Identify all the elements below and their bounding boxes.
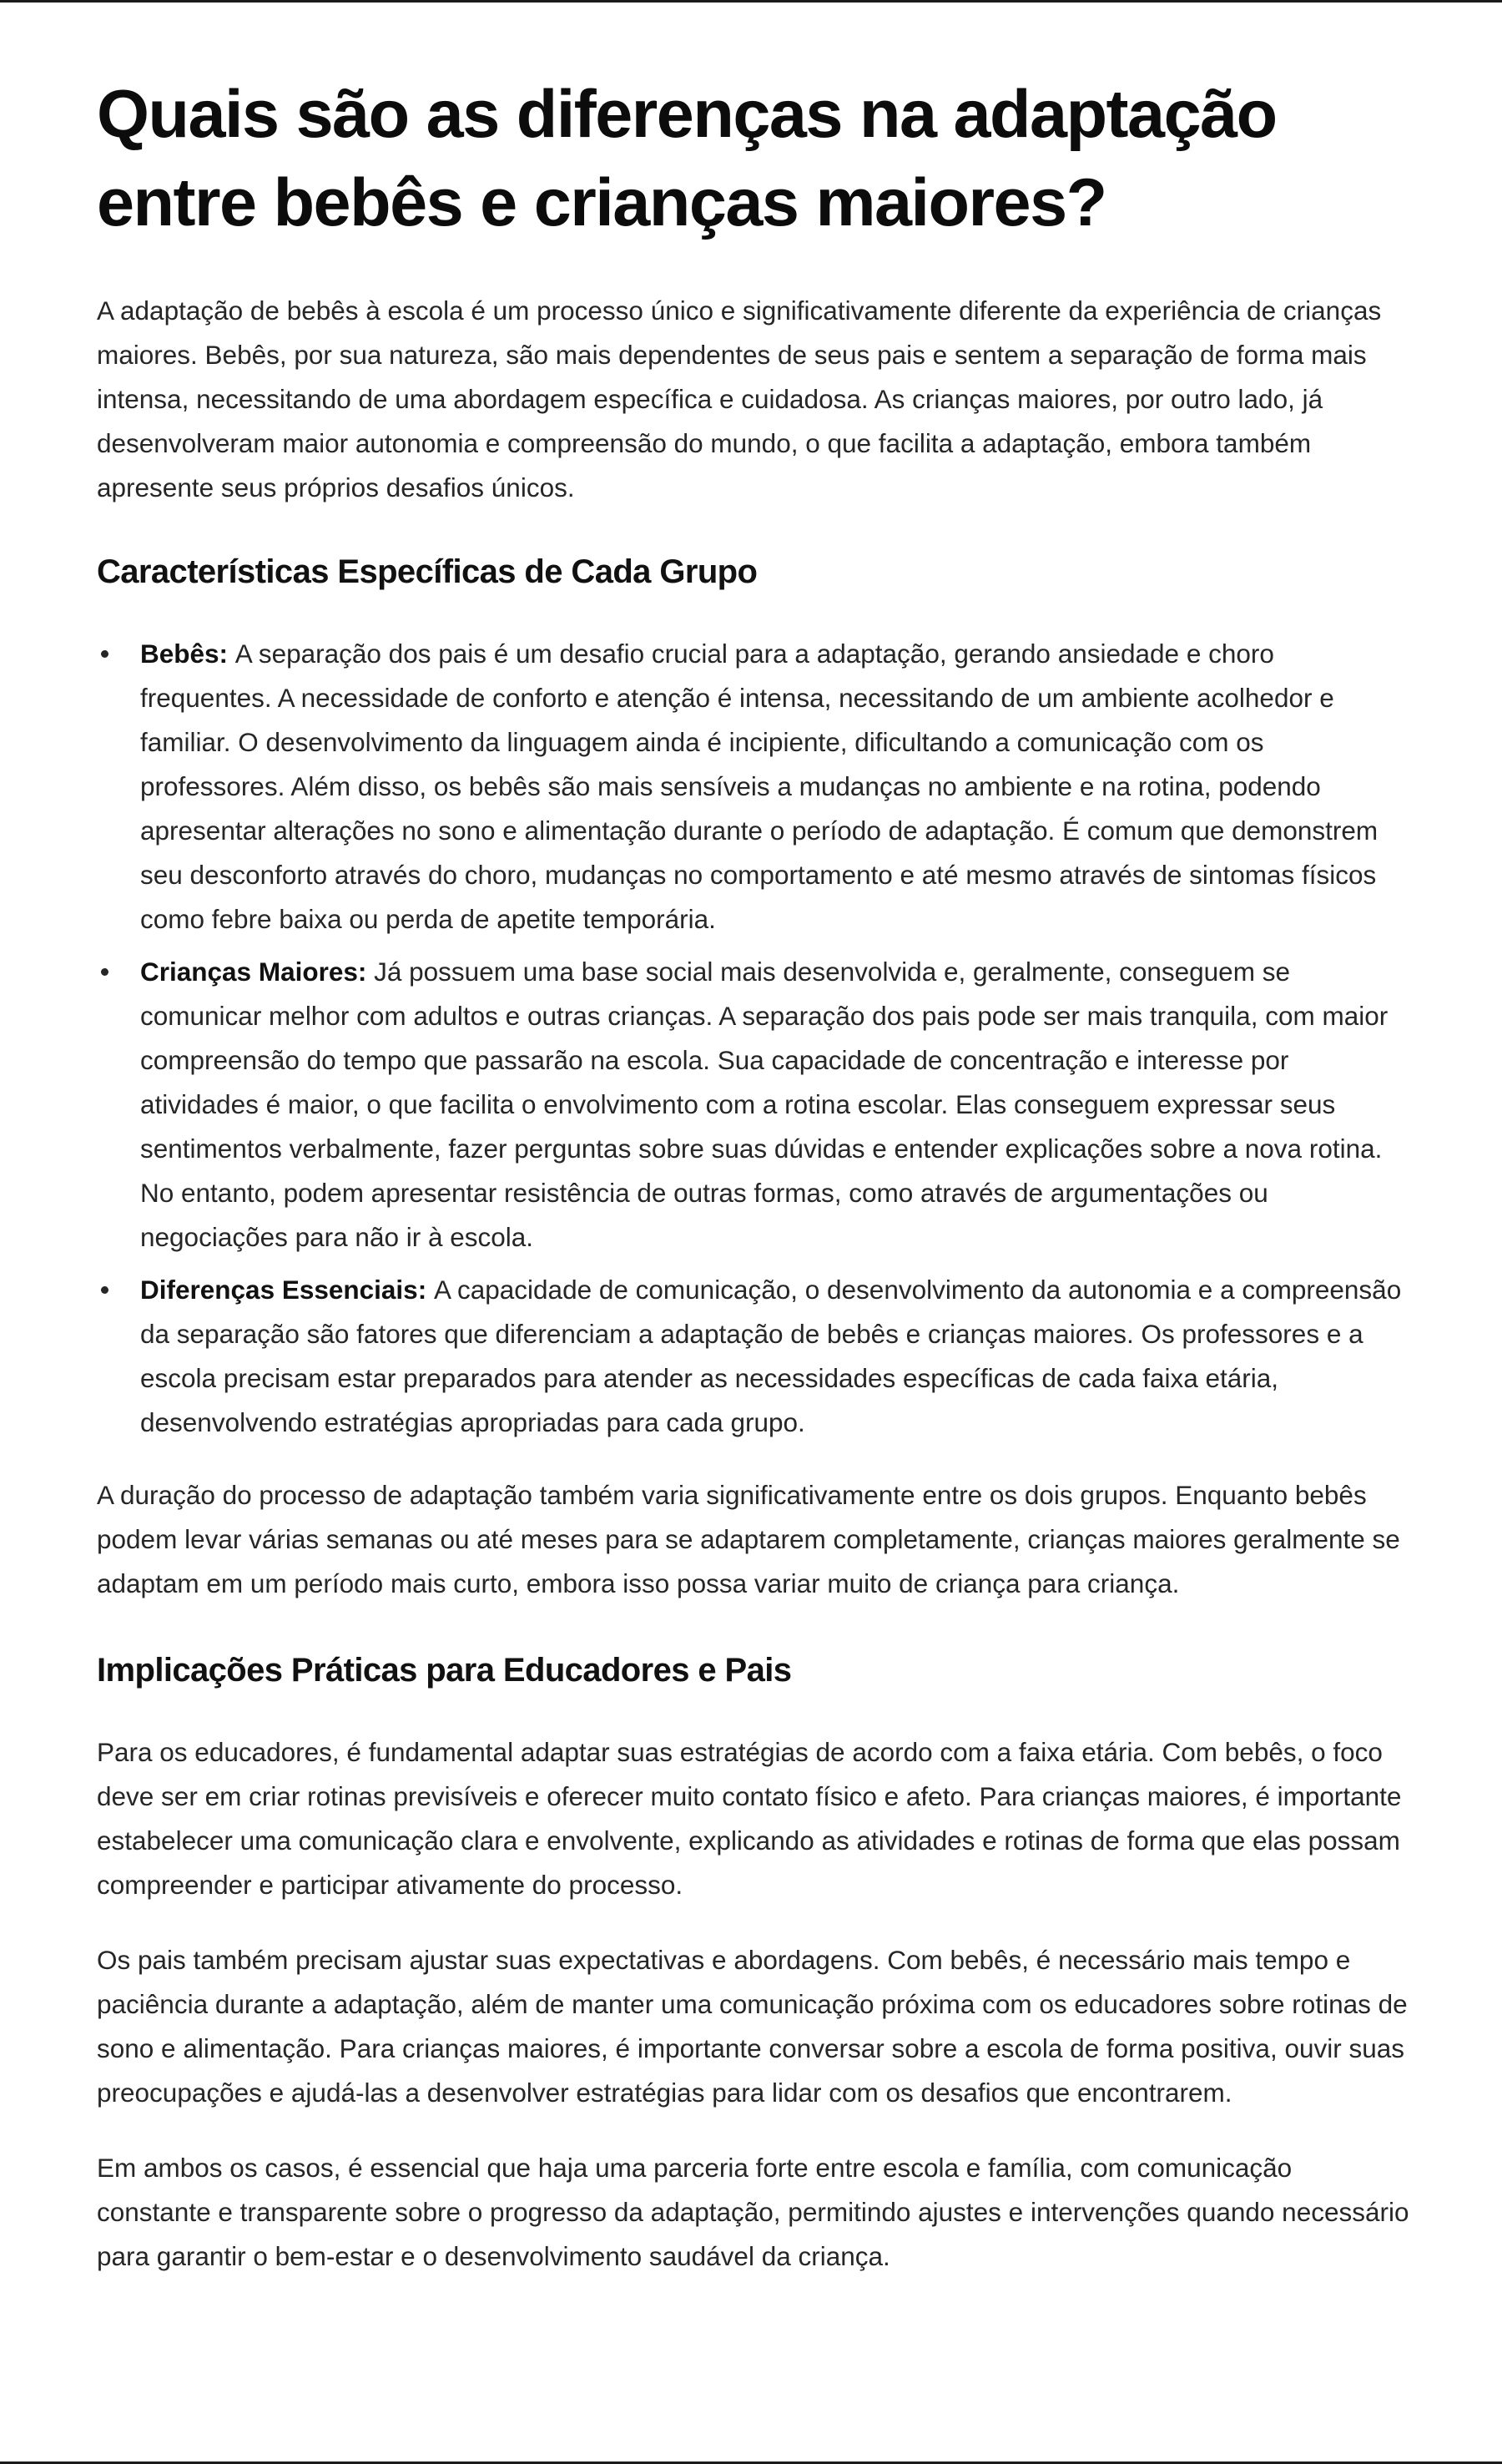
list-item-older-children [97,950,1410,1260]
article-title: Quais são as diferenças na adaptação entre bebês e crianças maiores? [97,77,1277,240]
list-item-text: Já possuem uma base social mais desenvolvida e, geralmente, conseguem se comunicar melhor com adultos e outras crianças. A separação dos pais pode ser mais tranquila, com maior compreensão do tempo que passarão na escola. Sua capacidade de concentração e interesse por atividades é maior, o que facilita o envolvimento com a rotina escolar. Elas conseguem expressar seus sentimentos verbalmente, fazer perguntas sobre suas dúvidas e entender explicações sobre a nova rotina. No entanto, podem apresentar resistência de outras formas, como através de argumentações ou negociações para não ir à escola. [140,957,1389,1252]
list-item-text: A separação dos pais é um desafio crucial para a adaptação, gerando ansiedade e choro frequentes. A necessidade de conforto e atenção é intensa, necessitando de um ambiente acolhedor e familiar. O desenvolvimento da linguagem ainda é incipiente, dificultando a comunicação com os professores. Além disso, os bebês são mais sensíveis a mudanças no ambiente e na rotina, podendo apresentar alterações no sono e alimentação durante o período de adaptação. É comum que demonstrem seu desconforto através do choro, mudanças no comportamento e até mesmo através de sintomas físicos como febre baixa ou perda de apetite temporária. [140,639,1379,934]
list-item-label: Bebês: [140,639,235,669]
educators-paragraph: Para os educadores, é fundamental adaptar suas estratégias de acordo com a faixa etária. Com bebês, o foco deve ser em criar rotinas previsíveis e oferecer muito contato físico e afeto. Para crianças maiores, é importante estabelecer uma comunicação clara e envolvente, explicando as atividades e rotinas de forma que elas possam compreender e participar ativamente do processo. [97,1737,1402,1900]
article [97,70,1410,2279]
characteristics-list [97,632,1410,1445]
section-heading-implications: Implicações Práticas para Educadores e Pais [97,1652,792,1689]
parents-paragraph: Os pais também precisam ajustar suas expectativas e abordagens. Com bebês, é necessário mais tempo e paciência durante a adaptação, além de manter uma comunicação próxima com os educadores sobre rotinas de sono e alimentação. Para crianças maiores, é importante conversar sobre a escola de forma positiva, ouvir suas preocupações e ajudá-las a desenvolver estratégias para lidar com os desafios que encontrarem. [97,1945,1408,2108]
bullet-icon [101,650,108,658]
bullet-icon [101,1286,108,1294]
section-heading-characteristics: Características Específicas de Cada Grupo [97,553,758,590]
list-item-label: Diferenças Essenciais: [140,1275,434,1305]
top-border [0,0,1502,3]
duration-paragraph: A duração do processo de adaptação também varia significativamente entre os dois grupos. Enquanto bebês podem levar várias semanas ou até meses para se adaptarem completamente, crianças maiores geralmente se adaptam em um período mais curto, embora isso possa variar muito de criança para criança. [97,1480,1400,1598]
bullet-icon [101,968,108,976]
list-item-essential-differences [97,1268,1410,1445]
list-item-babies [97,632,1410,942]
list-item-label: Crianças Maiores: [140,957,375,987]
list-item-text: A capacidade de comunicação, o desenvolvimento da autonomia e a compreensão da separação são fatores que diferenciam a adaptação de bebês e crianças maiores. Os professores e a escola precisam estar preparados para atender as necessidades específicas de cada faixa etária, desenvolvendo estratégias apropriadas para cada grupo. [140,1275,1402,1437]
intro-paragraph: A adaptação de bebês à escola é um processo único e significativamente diferente da experiência de crianças maiores. Bebês, por sua natureza, são mais dependentes de seus pais e sentem a separação de forma mais intensa, necessitando de uma abordagem específica e cuidadosa. As crianças maiores, por outro lado, já desenvolveram maior autonomia e compreensão do mundo, o que facilita a adaptação, embora também apresente seus próprios desafios únicos. [97,295,1382,502]
partnership-paragraph: Em ambos os casos, é essencial que haja uma parceria forte entre escola e família, com comunicação constante e transparente sobre o progresso da adaptação, permitindo ajustes e intervenções quando necessário para garantir o bem-estar e o desenvolvimento saudável da criança. [97,2153,1409,2271]
